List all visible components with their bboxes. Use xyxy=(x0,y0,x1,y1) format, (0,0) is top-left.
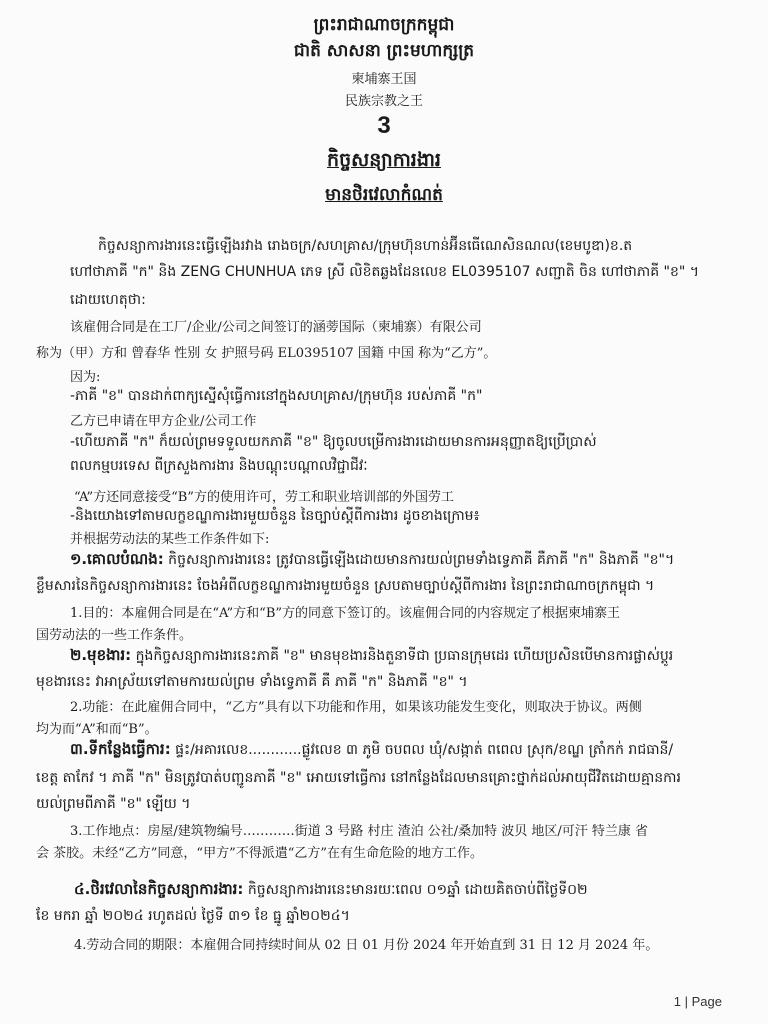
contract-line: ខេត្ត តាកែវ ។ ភាគី "ក" មិនត្រូវបាត់បញ្ជូនភាគី "ខ" អោយទៅធ្វើការ នៅកន្លែងដែលមានគ្រោះថ្នាក់ដល់អាយុជីវិតដោយគ្មានការ xyxy=(36,770,681,786)
kingdom-title-cn: 柬埔寨王国 xyxy=(351,72,417,87)
document-number: 3 xyxy=(377,112,391,139)
page-number: 1 | Page xyxy=(673,994,722,1009)
section-objective: ១.គោលបំណង: កិច្ចសន្យាការងារនេះ ត្រូវបានធ្វើឡើងដោយមានការយល់ព្រមទាំងទ្វេភាគី គឺភាគី "ក" និងភាគី "ខ"។ xyxy=(70,550,675,568)
contract-line: 称为（甲）方和 曾春华 性别 女 护照号码 EL0395107 国籍 中国 称为“乙方”。 xyxy=(36,346,497,361)
contract-line: ហៅថាភាគី "ក" និង ZENG CHUNHUA ភេទ ស្រី លិខិតឆ្លងដែនលេខ EL0395107 សញ្ជាតិ ចិន ហៅថាភាគី "ខ" ។ xyxy=(70,264,700,280)
motto-cn: 民族宗教之王 xyxy=(344,94,423,109)
contract-line: កិច្ចសន្យាការងារនេះធ្វើឡើងរវាង រោងចក្រ/សហគ្រាស/ក្រុមហ៊ុនហាន់អ៊ីនធើណេសិនណល(ខេមបូឌា)ខ.ត xyxy=(98,238,633,254)
section-workplace: ៣.ទីកន្លែងធ្វើការ: ផ្ទះ/អគារលេខ............ផ្លូវលេខ ៣ ភូមិ ចបពល ឃុំ/សង្កាត់ ពពេល ស្រុក/ខណ្ឌ ត្រាំកក់ រាជធានី/ xyxy=(70,740,674,758)
contract-line: -ហើយភាគី "ក" ក៏យល់ព្រមទទួលយកភាគី "ខ" ឱ្យចូលបម្រើការងារដោយមានការអនុញ្ញាតឱ្យប្រើប្រាស់ xyxy=(70,434,597,450)
contract-line: 均为而“A”和而“B”。 xyxy=(36,722,158,737)
contract-line: -និងយោងទៅតាមលក្ខខណ្ឌការងារមួយចំនួន នៃច្បាប់ស្តីពីការងារ ដូចខាងក្រោម៖ xyxy=(70,508,480,524)
contract-line: 1.目的：本雇佣合同是在“A”方和“B”方的同意下签订的。该雇佣合同的内容规定了根据柬埔寨王 xyxy=(70,606,621,621)
section-heading: ៤.ថិរវេលានៃកិច្ចសន្យាការងារ: xyxy=(74,880,244,898)
contract-line: “A”方还同意接受“B”方的使用许可，劳工和职业培训部的外国劳工 xyxy=(74,490,454,505)
section-duration: ៤.ថិរវេលានៃកិច្ចសន្យាការងារ: កិច្ចសន្យាការងារនេះមានរយៈពេល ០១ឆ្នាំ ដោយគិតចាប់ពីថ្ងៃទី០២ xyxy=(74,880,588,898)
contract-line: -ភាគី "ខ" បានដាក់ពាក្យស្នើសុំធ្វើការនៅក្នុងសហគ្រាស/ក្រុមហ៊ុន របស់ភាគី "ក" xyxy=(70,388,483,404)
section-function: ២.មុខងារ: ក្នុងកិច្ចសន្យាការងារនេះភាគី "ខ" មានមុខងារនិងតួនាទីជា ប្រធានក្រុមដេរ ហើយប្រសិនបើមានការផ្លាស់ប្តូរ xyxy=(70,646,674,664)
contract-line: 该雇佣合同是在工厂/企业/公司之间签订的涵蒡国际（柬埔寨）有限公司 xyxy=(70,320,482,335)
document-subtitle: មានថិរវេលាកំណត់ xyxy=(325,185,443,205)
contract-line: 3.工作地点：房屋/建筑物编号…………街道 3 号路 村庄 渣泊 公社/桑加特 波贝 地区/可汗 特兰康 省 xyxy=(70,824,649,839)
contract-line: ដោយហេតុថា: xyxy=(70,292,146,308)
kingdom-title-kh: ព្រះរាជាណាចក្រកម្ពុជា xyxy=(313,15,455,35)
document-title: កិច្ចសន្យាការងារ xyxy=(327,149,441,171)
contract-line: ពលកម្មបរទេស ពីក្រសួងការងារ និងបណ្តុះបណ្តាលវិជ្ជាជីវៈ xyxy=(70,458,368,474)
section-heading: ២.មុខងារ: xyxy=(70,646,132,664)
contract-line: 国劳动法的一些工作条件。 xyxy=(36,628,193,643)
contract-line: មុខងារនេះ វាអាស្រ័យទៅតាមការយល់ព្រម ទាំងទ្វេភាគី គឺ ភាគី "ក" និងភាគី "ខ" ។ xyxy=(36,674,468,690)
contract-line: ខ្លឹមសារនៃកិច្ចសន្យាការងារនេះ ចែងអំពីលក្ខខណ្ឌការងារមួយចំនួន ស្របតាមច្បាប់ស្តីពីការងារ នៃព្រះរាជាណាចក្រកម្ពុជា ។ xyxy=(36,578,655,594)
contract-line: 会 茶胶。未经“乙方”同意，“甲方”不得派遣“乙方”在有生命危险的地方工作。 xyxy=(36,846,484,861)
contract-line: 并根据劳动法的某些工作条件如下: xyxy=(70,532,270,547)
section-heading: ១.គោលបំណង: xyxy=(70,550,164,568)
motto-kh: ជាតិ សាសនា ព្រះមហាក្សត្រ xyxy=(293,41,475,61)
contract-line: 因为: xyxy=(70,370,101,385)
section-heading: ៣.ទីកន្លែងធ្វើការ: xyxy=(70,740,171,758)
contract-line: យល់ព្រមពីភាគី "ខ" ឡើយ ។ xyxy=(36,796,191,812)
contract-line: 4.劳动合同的期限：本雇佣合同持续时间从 02 日 01 月份 2024 年开始直到 31 日 12 月 2024 年。 xyxy=(74,938,659,953)
contract-line: ខែ មករា ឆ្នាំ ២០២៤ រហូតដល់ ថ្ងៃទី ៣១ ខែ ធ្នូ ឆ្នាំ២០២៤។ xyxy=(36,908,350,924)
contract-line: 2.功能：在此雇佣合同中，“乙方”具有以下功能和作用，如果该功能发生变化，则取决于协议。两侧 xyxy=(70,700,642,715)
contract-line: 乙方已申请在甲方企业/公司工作 xyxy=(70,414,257,429)
